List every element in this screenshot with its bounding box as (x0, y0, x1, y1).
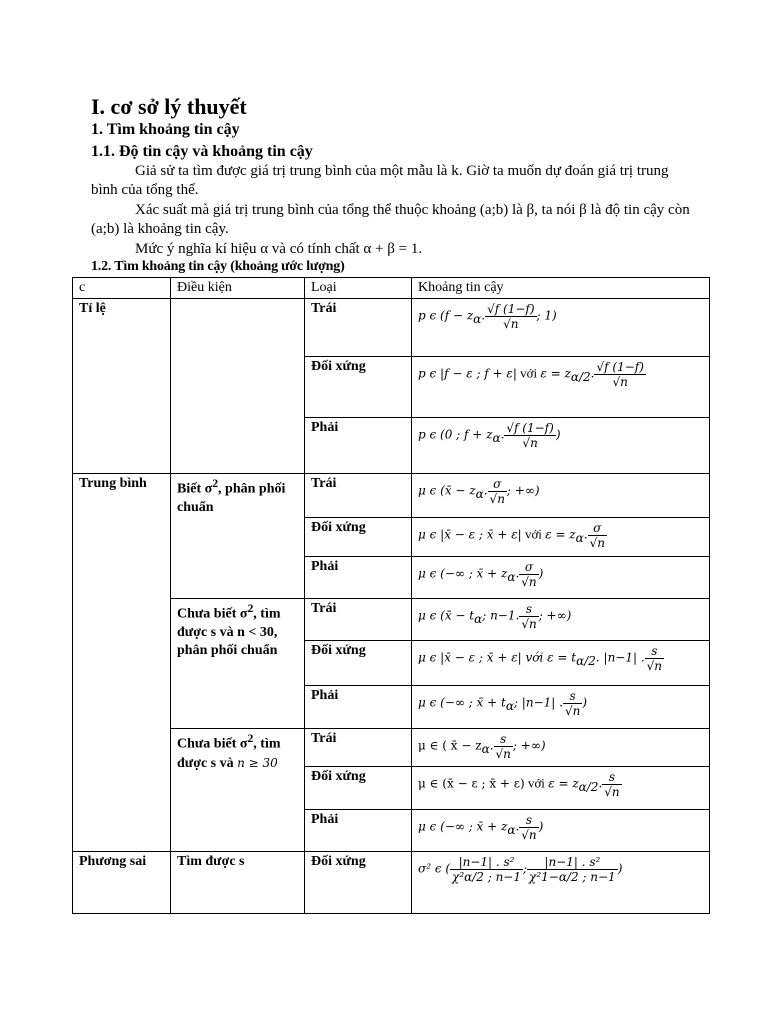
formula-mean-large-right: μ ϵ (−∞ ; x̄ + $z_\alpha$. $\frac{s}{√n}$ ) (412, 810, 710, 852)
fraction: $\frac{\sigma}{√n}$ (521, 560, 537, 589)
condition-known-sigma: Biết $\sigma^2$, phân phối chuẩn (171, 474, 305, 599)
formula-mean-known-symmetric: μ ϵ |x̄ − ε ; x̄ + ε| với $\varepsilon = z_\alpha$. $\frac{\sigma}{√n}$ (412, 518, 710, 557)
table-row (73, 852, 710, 914)
fraction: $\frac{\sigma}{√n}$ (589, 521, 605, 550)
formula-variance-symmetric: σ² ϵ ( $\frac{\text{|n−1| . s²}}{\text{χ²α/2 ; n−1}}$ ; $\frac{\text{|n−1| . s²}}{\text{χ²1−α/2 ; n−1}}$ ) (412, 852, 710, 914)
type-right: Phải (305, 418, 412, 474)
type-left: Trái (305, 474, 412, 518)
formula-ratio-symmetric: p ϵ |f − ε ; f + ε| với $\varepsilon = z_{\alpha/2}$. $\frac{√f (1-f)}{√n}$ (412, 357, 710, 418)
formula-ratio-right: p ϵ (0 ; $f + z_\alpha$. $\frac{√f (1-f)}{√n}$ ) (412, 418, 710, 474)
paragraph-3: Mức ý nghĩa kí hiệu α và có tính chất α + β = 1. (135, 241, 423, 257)
table-row (73, 299, 710, 357)
type-symmetric: Đối xứng (305, 767, 412, 810)
type-symmetric: Đối xứng (305, 357, 412, 418)
formula-mean-known-right: μ ϵ (−∞ ; x̄ + $z_\alpha$. $\frac{\sigma}{√n}$ ) (412, 557, 710, 599)
formula-mean-known-left: μ ϵ (x̄ − $z_\alpha$. $\frac{\sigma}{√n}$ ; +∞) (412, 474, 710, 518)
table-header-row (73, 278, 710, 299)
heading-confidence-interval: 1. Tìm khoảng tin cậy (91, 121, 240, 138)
table-row (73, 474, 710, 518)
type-right: Phải (305, 557, 412, 599)
formula-mean-large-left: μ ∈ ( x̄ − $z_\alpha$. $\frac{s}{√n}$ ; +∞) (412, 729, 710, 767)
paragraph-2: Xác suất mà giá trị trung bình của tổng thể thuộc khoảng (a;b) là β, ta nói β là độ tin cậy còn (a;b) là khoảng tin cậy. (91, 202, 690, 237)
formula-mean-small-left: μ ϵ (x̄ − $t_\alpha$; n−1. $\frac{s}{√n}$ ; +∞) (412, 599, 710, 641)
type-right: Phải (305, 810, 412, 852)
heading-theory: I. cơ sở lý thuyết (91, 94, 247, 119)
type-right: Phải (305, 686, 412, 729)
fraction: $\frac{\text{|n−1| . s²}}{\text{χ²1−α/2 ; n−1}}$ (529, 855, 616, 884)
condition-unknown-large: Chưa biết $\sigma^2$, tìm được s và n ≥ 30 (171, 729, 305, 852)
formula-ratio-left: p ϵ ($f - z_\alpha$. $\frac{√f (1-f)}{√n}$ ; 1) (412, 299, 710, 357)
type-symmetric: Đối xứng (305, 641, 412, 686)
header-condition: Điều kiện (171, 278, 305, 299)
type-left: Trái (305, 599, 412, 641)
formula-mean-small-symmetric: μ ϵ |x̄ − ε ; x̄ + ε| với $\varepsilon = t_{\alpha/2}$. |n−1| . $\frac{s}{√n}$ (412, 641, 710, 686)
fraction: $\frac{s}{√n}$ (521, 602, 537, 631)
group-ratio: Tỉ lệ (73, 299, 171, 474)
formula-mean-large-symmetric: μ ∈ (x̄ − ε ; x̄ + ε) với $\varepsilon = z_{\alpha/2}$. $\frac{s}{√n}$ (412, 767, 710, 810)
type-symmetric: Đối xứng (305, 518, 412, 557)
header-c: c (73, 278, 171, 299)
fraction: $\frac{√f (1-f)}{√n}$ (487, 302, 535, 331)
condition-ratio (171, 299, 305, 474)
fraction: $\frac{√f (1-f)}{√n}$ (506, 421, 554, 450)
fraction: $\frac{\sigma}{√n}$ (489, 477, 505, 506)
condition-unknown-small: Chưa biết $\sigma^2$, tìm được s và n < 30, phân phối chuẩn (171, 599, 305, 729)
heading-confidence-level: 1.1. Độ tin cậy và khoảng tin cậy (91, 143, 313, 160)
fraction: $\frac{√f (1-f)}{√n}$ (596, 360, 644, 389)
fraction: $\frac{s}{√n}$ (521, 813, 537, 842)
table-caption: 1.2. Tìm khoảng tin cậy (khoảng ước lượng) (91, 259, 345, 274)
type-left: Trái (305, 729, 412, 767)
fraction: $\frac{s}{√n}$ (646, 644, 663, 673)
type-left: Trái (305, 299, 412, 357)
fraction: $\frac{s}{√n}$ (495, 732, 511, 761)
formula-mean-small-right: μ ϵ (−∞ ; x̄ + $t_\alpha$; |n−1| . $\frac{s}{√n}$ ) (412, 686, 710, 729)
condition-found-s: Tìm được s (171, 852, 305, 914)
group-variance: Phương sai (73, 852, 171, 914)
fraction: $\frac{\text{|n−1| . s²}}{\text{χ²α/2 ; n−1}}$ (452, 855, 521, 884)
fraction: $\frac{s}{√n}$ (604, 770, 620, 799)
group-mean: Trung bình (73, 474, 171, 852)
fraction: $\frac{s}{√n}$ (564, 689, 581, 718)
type-symmetric: Đối xứng (305, 852, 412, 914)
confidence-interval-table (72, 277, 710, 914)
paragraph-1: Giả sử ta tìm được giá trị trung bình của một mẫu là k. Giờ ta muốn dự đoán giá trị trung bình của tổng thể. (91, 163, 669, 198)
header-interval: Khoảng tin cậy (412, 278, 710, 299)
header-type: Loại (305, 278, 412, 299)
